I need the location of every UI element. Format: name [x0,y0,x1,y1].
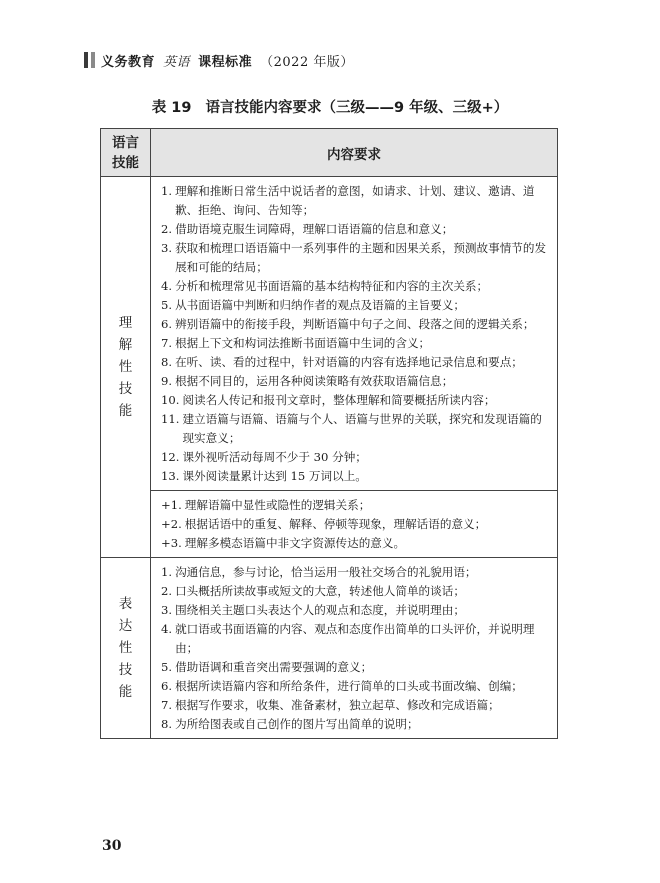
list-item: 12. 课外视听活动每周不少于 30 分钟； [161,450,367,464]
skill-label-char: 技 [118,381,133,397]
table-number: 表 19 [151,100,192,116]
running-header [84,50,357,70]
skill-header-line-1: 语言 [112,134,139,151]
list-item: 5. 借助语调和重音突出需要强调的意义； [161,660,373,674]
list-item: 11. 建立语篇与语篇、语篇与个人、语篇与世界的关联，探究和发现语篇的现实意义； [161,412,542,445]
list-item: 4. 分析和梳理常见书面语篇的基本结构特征和内容的主次关系； [161,279,489,293]
list-item: 1. 沟通信息，参与讨论，恰当运用一般社交场合的礼貌用语； [161,565,477,579]
list-item: 2. 口头概括所读故事或短文的大意，转述他人简单的谈话； [161,584,465,598]
list-item: 3. 围绕相关主题口头表达个人的观点和态度，并说明理由； [161,603,465,617]
skill-label-char: 表 [118,596,133,612]
list-item: 8. 为所给图表或自己创作的图片写出简单的说明； [161,717,419,731]
expression-skill-label [101,558,151,739]
comprehension-row [101,177,558,491]
skills-table [100,128,558,739]
comprehension-content [151,177,558,491]
list-item: 10. 阅读名人传记和报刊文章时，整体理解和简要概括所读内容； [161,393,496,407]
expression-content [151,558,558,739]
list-item: 9. 根据不同目的，运用各种阅读策略有效获取语篇信息； [161,374,454,388]
skill-column-header [101,129,151,177]
comprehension-plus-content [151,491,558,558]
skill-label-char: 达 [118,618,133,634]
list-item: +2. 根据话语中的重复、解释、停顿等现象，理解话语的意义； [161,517,487,531]
skill-label-char: 能 [118,684,133,700]
table-header-row [101,129,558,177]
list-item: 1. 理解和推断日常生活中说话者的意图，如请求、计划、建议、邀请、道歉、拒绝、询问、告知等； [161,184,535,217]
content-column-header: 内容要求 [151,129,558,177]
skill-label-char: 性 [118,640,133,656]
skill-label-char: 解 [118,337,133,353]
skill-label-char: 理 [118,315,133,331]
table-title [0,96,660,117]
list-item: 13. 课外阅读量累计达到 15 万词以上。 [161,469,367,483]
header-part-1: 义务教育 [101,54,156,70]
list-item: +1. 理解语篇中显性或隐性的逻辑关系； [161,498,371,512]
comprehension-plus-row [101,491,558,558]
skill-label-char: 性 [118,359,133,375]
table-title-text: 语言技能内容要求（三级——9 年级、三级+） [205,100,509,116]
page-number: 30 [102,838,122,854]
skill-header-line-2: 技能 [112,154,139,171]
list-item: 4. 就口语或书面语篇的内容、观点和态度作出简单的口头评价，并说明理由； [161,622,535,655]
list-item: 5. 从书面语篇中判断和归纳作者的观点及语篇的主旨要义； [161,298,465,312]
header-part-2: 英语 [163,54,191,70]
skill-label-char: 能 [118,403,133,419]
expression-row [101,558,558,739]
list-item: 7. 根据上下文和构词法推断书面语篇中生词的含义； [161,336,431,350]
list-item: 6. 根据所读语篇内容和所给条件，进行简单的口头或书面改编、创编； [161,679,523,693]
header-bars-decoration [84,52,95,68]
list-item: 2. 借助语境克服生词障碍，理解口语语篇的信息和意义； [161,222,454,236]
header-edition: （2022 年版） [260,54,354,70]
list-item: +3. 理解多模态语篇中非文字资源传达的意义。 [161,536,406,550]
comprehension-skill-label [101,177,151,558]
list-item: 8. 在听、读、看的过程中，针对语篇的内容有选择地记录信息和要点； [161,355,523,369]
list-item: 3. 获取和梳理口语语篇中一系列事件的主题和因果关系，预测故事情节的发展和可能的结局； [161,241,547,274]
list-item: 6. 辨别语篇中的衔接手段，判断语篇中句子之间、段落之间的逻辑关系； [161,317,535,331]
header-part-3: 课程标准 [198,54,253,70]
skill-label-char: 技 [118,662,133,678]
list-item: 7. 根据写作要求，收集、准备素材，独立起草、修改和完成语篇； [161,698,500,712]
running-header-text [101,51,357,70]
